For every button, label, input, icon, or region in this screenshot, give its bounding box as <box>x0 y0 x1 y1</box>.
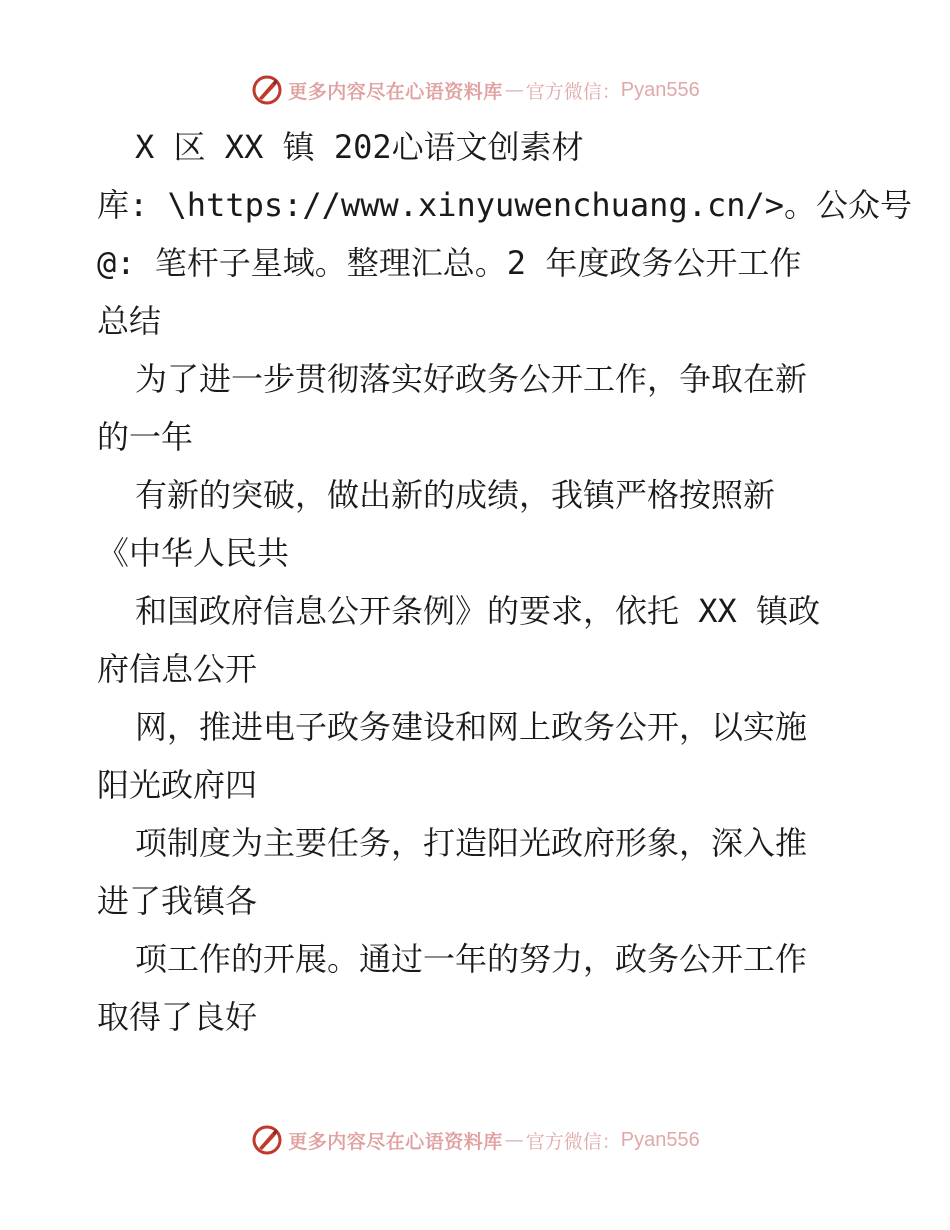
body-line: 为了进一步贯彻落实好政务公开工作，争取在新 <box>135 360 808 398</box>
footer-promo-text: 更多内容尽在心语资料库 <box>288 1130 503 1153</box>
body-line: 《中华人民共 <box>97 534 290 572</box>
footer-dash: — <box>504 1129 524 1151</box>
header-dash: — <box>504 79 524 101</box>
pen-logo-icon <box>250 1123 284 1157</box>
body-line: 网，推进电子政务建设和网上政务公开，以实施 <box>135 708 808 746</box>
body-line: 库: \https://www.xinyuwenchuang.cn/>。公众号 <box>97 186 913 224</box>
body-line: 和国政府信息公开条例》的要求，依托 XX 镇政 <box>135 592 821 630</box>
body-line: 有新的突破，做出新的成绩，我镇严格按照新 <box>135 476 776 514</box>
pen-logo-icon <box>250 73 284 107</box>
body-line: 取得了良好 <box>97 998 258 1036</box>
document-body <box>97 118 913 1046</box>
header-promo-text: 更多内容尽在心语资料库 <box>288 80 503 103</box>
body-line: 府信息公开 <box>97 650 258 688</box>
header-wechat-label: 官方微信： <box>525 80 621 103</box>
footer-wechat-id: Pyan556 <box>620 1128 700 1151</box>
body-line: X 区 XX 镇 202心语文创素材 <box>135 128 584 166</box>
header-wechat-id: Pyan556 <box>620 78 700 101</box>
footer-banner <box>0 1120 950 1160</box>
footer-wechat-label: 官方微信： <box>525 1130 621 1153</box>
body-line: 的一年 <box>97 418 194 456</box>
body-line: 项制度为主要任务，打造阳光政府形象，深入推 <box>135 824 808 862</box>
body-line: 项工作的开展。通过一年的努力，政务公开工作 <box>135 940 808 978</box>
body-line: 总结 <box>97 302 162 340</box>
body-line: 阳光政府四 <box>97 766 258 804</box>
header-banner <box>0 70 950 110</box>
body-line: 进了我镇各 <box>97 882 258 920</box>
body-line: @: 笔杆子星域。整理汇总。2 年度政务公开工作 <box>97 244 802 282</box>
